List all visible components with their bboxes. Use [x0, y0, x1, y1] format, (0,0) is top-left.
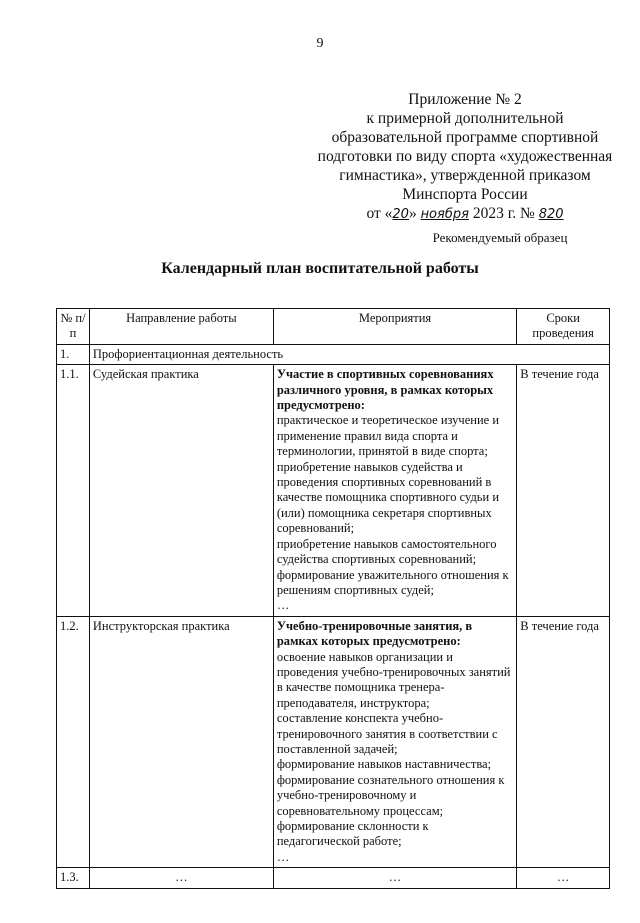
event-item: формирование сознательного отношения к учебно-тренировочному и соревновательному процессам; — [276, 772, 505, 818]
header-events: Мероприятия — [273, 309, 516, 345]
event-item: … — [276, 598, 290, 613]
event-item: приобретение навыков судейства и проведения спортивных соревнований в качестве помощника спортивного судьи и (или) помощника секретаря спортивных соревнований; — [276, 459, 500, 536]
row-dates: В течение года — [517, 616, 610, 868]
row-dates: В течение года — [517, 365, 610, 617]
event-item: формирование уважительного отношения к решениям спортивных судей; — [276, 567, 509, 597]
event-item: приобретение навыков самостоятельного судейства спортивных соревнований; — [276, 536, 497, 567]
appendix-line: подготовки по виду спорта «художественная — [317, 148, 613, 165]
order-number: 820 — [538, 207, 564, 222]
row-events — [273, 365, 516, 617]
event-item: формирование склонности к педагогической работе; — [276, 819, 429, 849]
order-line — [300, 204, 630, 224]
row-num: 1.2. — [57, 616, 90, 868]
order-month: ноября — [420, 207, 469, 222]
appendix-line: Минспорта России — [402, 186, 528, 203]
order-prefix: от « — [366, 205, 393, 222]
header-dates: Сроки проведения — [517, 309, 610, 345]
event-item: составление конспекта учебно-тренировочного занятия в соответствии с поставленной задачей; — [276, 711, 498, 756]
order-day: 20 — [392, 207, 409, 222]
table-row — [57, 868, 610, 888]
section-row — [57, 344, 610, 364]
appendix-line: к примерной дополнительной — [366, 110, 564, 127]
event-item: формирование навыков наставничества; — [276, 757, 492, 772]
event-item: … — [276, 849, 290, 864]
events-list — [277, 413, 513, 613]
row-direction: Судейская практика — [89, 365, 273, 617]
events-title: Учебно-тренировочные занятия, в рамках которых предусмотрено: — [276, 618, 473, 649]
order-mid: » — [408, 205, 421, 222]
row-direction: Инструкторская практика — [89, 616, 273, 868]
row-events: … — [273, 868, 516, 888]
event-item: практическое и теоретическое изучение и применение правил вида спорта и терминологии, принятой в виде спорта; — [276, 413, 500, 459]
appendix-line: образовательной программе спортивной — [331, 129, 599, 146]
row-direction: … — [89, 868, 273, 888]
row-events — [273, 616, 516, 868]
table-row — [57, 365, 610, 617]
plan-table — [56, 308, 610, 889]
row-dates: … — [517, 868, 610, 888]
document-title: Календарный план воспитательной работы — [161, 260, 479, 277]
sample-label: Рекомендуемый образец — [432, 230, 568, 245]
row-num: 1.3. — [57, 868, 90, 888]
page-number: 9 — [316, 36, 324, 51]
appendix-line: Приложение № 2 — [408, 91, 522, 108]
header-direction: Направление работы — [89, 309, 273, 345]
table-header-row — [57, 309, 610, 345]
appendix-block — [300, 90, 630, 224]
appendix-line: гимнастика», утвержденной приказом — [339, 167, 591, 184]
order-year: 2023 г. № — [468, 205, 539, 222]
table-row — [57, 616, 610, 868]
event-item: освоение навыков организации и проведения учебно-тренировочных занятий в качестве помощника тренера-преподавателя, инструктора; — [276, 649, 511, 710]
events-list — [277, 650, 513, 866]
events-title: Участие в спортивных соревнованиях различного уровня, в рамках которых предусмотрено: — [276, 367, 494, 413]
row-num: 1.1. — [57, 365, 90, 617]
section-name: Профориентационная деятельность — [89, 344, 609, 364]
section-num: 1. — [57, 344, 90, 364]
header-num: № п/п — [57, 309, 90, 345]
